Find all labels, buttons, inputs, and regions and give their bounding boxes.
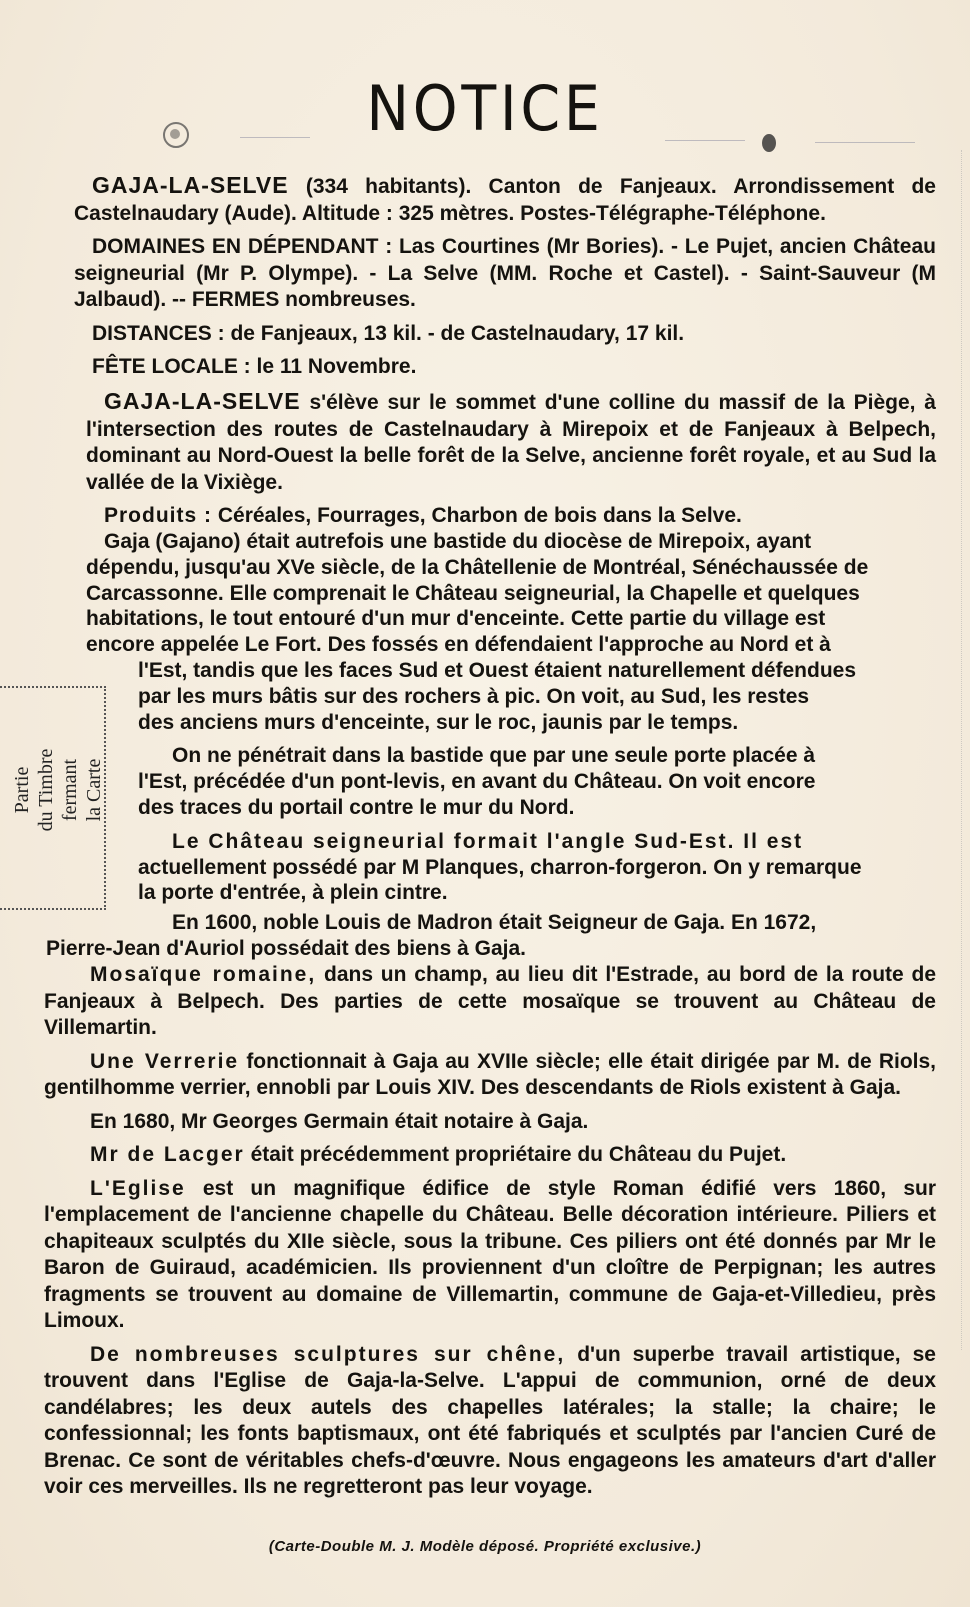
produits-label: Produits : xyxy=(104,504,212,527)
text-line: des traces du portail contre le mur du Nord. xyxy=(138,795,575,819)
paragraph-mosaique xyxy=(44,962,936,1042)
distances-label: DISTANCES : xyxy=(92,321,225,345)
body-block-2 xyxy=(44,962,936,1508)
produits-text: Céréales, Fourrages, Charbon de bois dans la Selve. xyxy=(217,504,742,527)
page-title: NOTICE xyxy=(366,72,604,145)
domaines-label: DOMAINES EN DÉPENDANT : xyxy=(92,235,393,258)
stamp-label-line: Partie xyxy=(11,766,33,814)
paragraph-verrerie xyxy=(44,1049,936,1102)
text-line: dépendu, jusqu'au XVe siècle, de la Châtellenie de Montréal, Sénéchaussée de xyxy=(86,555,869,579)
text-line: la porte d'entrée, à plein cintre. xyxy=(138,881,448,905)
publisher-footer: (Carte-Double M. J. Modèle déposé. Propriété exclusive.) xyxy=(268,1538,702,1555)
paragraph-commune xyxy=(74,172,936,227)
fete-text: le 11 Novembre. xyxy=(256,355,417,378)
paragraph-notaire xyxy=(44,1109,936,1136)
card-edge xyxy=(959,150,962,1350)
verrerie-lead: Une Verrerie xyxy=(90,1049,240,1073)
paragraph-eglise xyxy=(44,1176,936,1335)
text-line: l'Est, tandis que les faces Sud et Ouest étaient naturellement défendues xyxy=(138,658,857,682)
sculptures-lead: De nombreuses sculptures sur chêne, xyxy=(90,1342,566,1366)
mosaique-lead: Mosaïque romaine, xyxy=(90,963,317,986)
paragraph-produits xyxy=(86,503,936,530)
lacger-text: était précédemment propriétaire du Château du Pujet. xyxy=(250,1143,787,1166)
body-block-1 xyxy=(86,388,936,537)
notaire-text: En 1680, Mr Georges Germain était notaire à Gaja. xyxy=(90,1109,589,1133)
situation-lead: GAJA-LA-SELVE xyxy=(104,388,301,414)
text-line: Gaja (Gajano) était autrefois une bastide du diocèse de Mirepoix, ayant xyxy=(104,530,812,553)
header-block xyxy=(74,172,936,388)
text-line: On ne pénétrait dans la bastide que par une seule porte placée à xyxy=(172,744,816,768)
text-line: habitations, le tout entouré d'un mur d'enceinte. Cette partie du village est xyxy=(86,607,826,631)
text-line: Le Château seigneurial formait l'angle Sud-Est. Il est xyxy=(172,829,804,853)
text-line: En 1600, noble Louis de Madron était Seigneur de Gaja. En 1672, xyxy=(172,911,817,935)
stamp-label-line: la Carte xyxy=(83,758,105,822)
paragraph-sculptures xyxy=(44,1342,936,1501)
text-line: par les murs bâtis sur des rochers à pic. On voit, au Sud, les restes xyxy=(138,684,810,708)
eglise-lead: L'Eglise xyxy=(90,1176,186,1200)
commune-name: GAJA-LA-SELVE xyxy=(92,172,289,198)
verrerie-text: fonctionnait à Gaja au XVIIe siècle; elle était dirigée par M. de Riols, gentilhomme verrier, ennobli par Louis XIV. Des descendants de Riols existent à Gaja. xyxy=(44,1049,936,1099)
domaines-text: Las Courtines (Mr Bories). - Le Pujet, ancien Château seigneurial (Mr P. Olympe). - La Selve (MM. Roche et Castel). - Saint-Sauveur (M Jalbaud). -- FERMES nombreuses. xyxy=(74,235,936,311)
text-line: des anciens murs d'enceinte, sur le roc, jaunis par le temps. xyxy=(138,710,739,734)
paragraph-situation xyxy=(86,388,936,496)
stamp-area-label xyxy=(10,680,106,900)
paragraph-domaines xyxy=(74,234,936,314)
sculptures-text: d'un superbe travail artistique, se trouvent dans l'Eglise de Gaja-la-Selve. L'appui de communion, orné de deux candélabres; les deux autels des chapelles latérales; la stalle; la chaire; le confessionnal; les fonts baptismaux, ont été fabriqués et sculptés par l'ancien Curé de Brenac. Ce sont de véritables chefs-d'œuvre. Nous engageons les amateurs d'art d'aller voir ces merveilles. Ils ne regretteront pas leur voyage. xyxy=(44,1342,936,1498)
eglise-text: est un magnifique édifice de style Roman édifié vers 1860, sur l'emplacement de l'ancienne chapelle du Château. Belle décoration intérieure. Piliers et chapiteaux sculptés du XIIe siècle, sous la tribune. Ces piliers ont été donnés par Mr le Baron de Guiraud, académicien. Ils proviennent d'un cloître de Perpignan; les autres fragments se trouvent au domaine de Villemartin, commune de Gaja-et-Villedieu, près Limoux. xyxy=(44,1176,936,1332)
text-line: Pierre-Jean d'Auriol possédait des biens à Gaja. xyxy=(46,936,526,960)
lacger-lead: Mr de Lacger xyxy=(90,1143,245,1166)
text-line: Carcassonne. Elle comprenait le Château seigneurial, la Chapelle et quelques xyxy=(86,581,860,605)
stamp-label-line: du Timbre xyxy=(35,748,57,832)
text-line: actuellement possédé par M Planques, charron-forgeron. On y remarque xyxy=(138,855,862,879)
paragraph-fete xyxy=(74,354,936,381)
commune-info: (334 habitants). Canton de Fanjeaux. Arrondissement de Castelnaudary (Aude). Altitude : 325 mètres. Postes-Télégraphe-Téléphone. xyxy=(74,175,936,225)
paragraph-distances xyxy=(74,321,936,348)
paragraph-lacger xyxy=(44,1142,936,1169)
stamp-label-line: fermant xyxy=(59,758,81,822)
mosaique-text: dans un champ, au lieu dit l'Estrade, au bord de la route de Fanjeaux à Belpech. Des parties de cette mosaïque se trouvent au Château de Villemartin. xyxy=(44,963,937,1039)
text-line: encore appelée Le Fort. Des fossés en défendaient l'approche au Nord et à xyxy=(86,633,831,657)
distances-text: de Fanjeaux, 13 kil. - de Castelnaudary, 17 kil. xyxy=(230,321,685,345)
fete-label: FÊTE LOCALE : xyxy=(92,355,251,378)
situation-text: s'élève sur le sommet d'une colline du massif de la Piège, à l'intersection des routes de Castelnaudary à Mirepoix et de Fanjeaux à Belpech, dominant au Nord-Ouest la belle forêt de la Selve, ancienne forêt royale, et au Sud la vallée de la Vixiège. xyxy=(86,391,936,494)
text-line: l'Est, précédée d'un pont-levis, en avant du Château. On voit encore xyxy=(138,770,816,794)
